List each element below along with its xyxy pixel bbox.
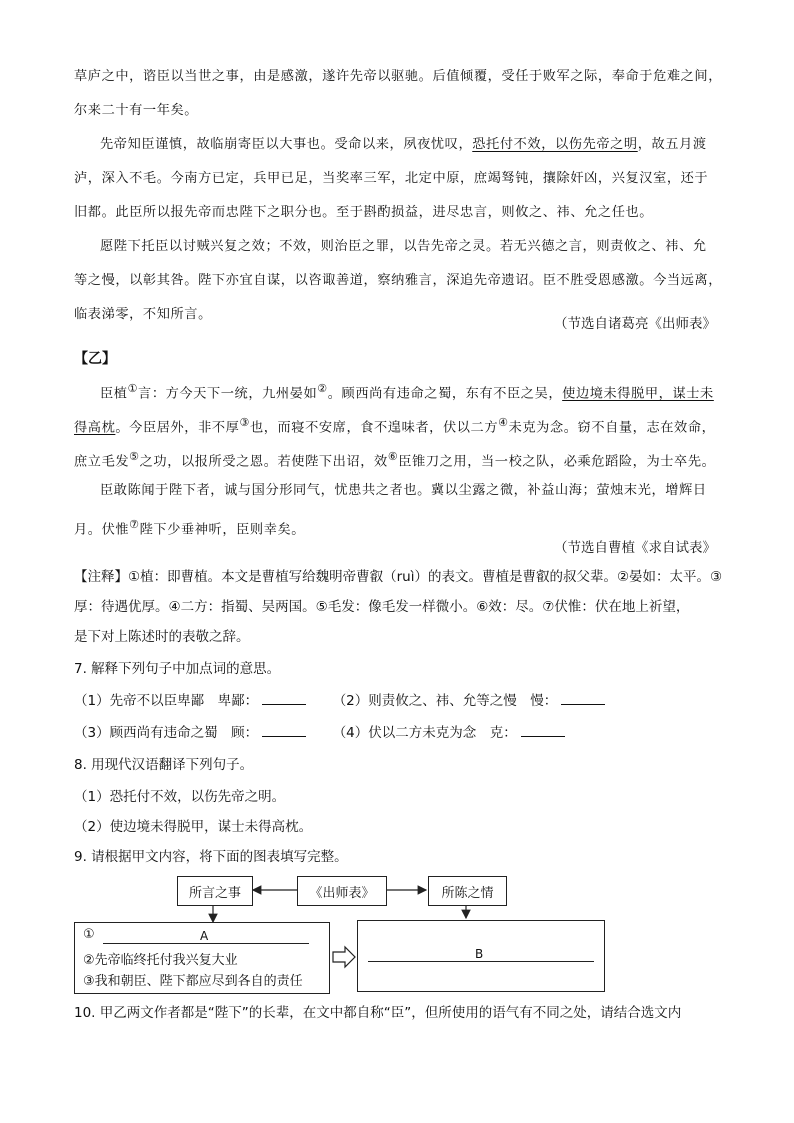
q7-item-2: （2）则责攸之、祎、允等之慢 慢： (332, 693, 558, 709)
note-marker: ⑦ (129, 518, 140, 531)
q8-item-1: （1）恐托付不效，以伤先帝之明。 (74, 789, 286, 805)
left-content-box (74, 922, 330, 994)
jia-line: 尔来二十有一年矣。 (74, 103, 199, 118)
jia-source: （节选自诸葛亮《出师表》 (554, 316, 716, 332)
jia-para3-line1: 愿陛下托臣以讨贼兴复之效；不效，则治臣之罪，以告先帝之灵。若无兴德之言，则责攸之、祎、允 (100, 239, 707, 254)
text: 庶立毛发 (74, 454, 130, 470)
text: 月。伏惟 (74, 522, 130, 538)
list-item-3: ③我和朝臣、陛下都应尽到各自的责任 (83, 974, 303, 989)
blank-line-a[interactable] (103, 943, 309, 944)
underlined-sentence: 使边境未得脱甲，谋士未 (562, 386, 714, 402)
jia-para2-line3: 旧都。此臣所以报先帝而忠陛下之职分也。至于斟酌损益，进尽忠言，则攸之、祎、允之任也。 (74, 205, 654, 220)
text: 臣锥刀之用，当一校之队，必乘危蹈险，为士卒先。 (398, 454, 716, 470)
underlined-sentence: 恐托付不效，以伤先帝之明 (472, 137, 638, 152)
hollow-arrow-icon (333, 947, 355, 967)
q7-item-1: （1）先帝不以臣卑鄙 卑鄙： (74, 693, 259, 709)
q8-item-2: （2）使边境未得脱甲，谋士未得高枕。 (74, 819, 313, 835)
label-b: B (475, 947, 484, 961)
text: 。顾西尚有违命之蜀，东有不臣之吴， (327, 386, 563, 402)
note-marker: ① (127, 382, 139, 395)
yi-heading: 【乙】 (74, 351, 116, 367)
note-marker: ④ (498, 416, 509, 429)
q10-text: 10. 甲乙两文作者都是“陛下”的长辈，在文中都自称“臣”，但所使用的语气有不同之处，请结合选文内 (74, 1005, 682, 1021)
text: 先帝知臣谨慎，故临崩寄臣以大事也。受命以来，夙夜忧叹， (100, 137, 473, 152)
jia-para3-line3: 临表涕零，不知所言。 (74, 307, 212, 322)
note-marker: ⑤ (129, 450, 140, 463)
text: 未克为念。窃不自量，志在效命， (508, 420, 716, 436)
list-item-1: ① (83, 927, 95, 942)
q7-item-3: （3）顾西尚有违命之蜀 顾： (74, 725, 259, 741)
notes-line1: 【注释】①植：即曹植。本文是曹植写给魏明帝曹叡（ruì）的表文。曹植是曹叡的叔父辈。②晏如：太平。③ (74, 569, 723, 585)
notes-line2: 厚：待遇优厚。④二方：指蜀、吴两国。⑤毛发：像毛发一样微小。⑥效：尽。⑦伏惟：伏在地上祈望， (74, 599, 690, 615)
right-content-box (357, 920, 605, 992)
blank-line-b[interactable] (368, 961, 594, 962)
notes-line3: 是下对上陈述时的表敬之辞。 (74, 629, 250, 645)
note-marker: ③ (239, 416, 250, 429)
label-a: A (200, 929, 209, 943)
yi-source: （节选自曹植《求自试表》 (554, 540, 716, 556)
jia-line: 草庐之中，谘臣以当世之事，由是感激，遂许先帝以驱驰。后值倾覆，受任于败军之际，奉命于危难之间， (74, 69, 723, 84)
q8-title: 8. 用现代汉语翻译下列句子。 (74, 757, 254, 773)
text: 之功，以报所受之恩。若使陛下出诏，效 (139, 454, 388, 470)
text: ，故五月渡 (637, 137, 707, 152)
yi-line4: 臣敢陈闻于陛下者，诚与国分形同气，忧患共之者也。冀以尘露之微，补益山海；萤烛末光，增辉日 (100, 483, 707, 498)
underlined-sentence: 得高枕 (74, 420, 116, 436)
q7-item-4: （4）伏以二方未克为念 克： (332, 725, 517, 741)
jia-para2-line2: 泸，深入不毛。今南方已定，兵甲已足，当奖率三军，北定中原，庶竭驽钝，攘除奸凶，兴复汉室，还于 (74, 171, 709, 186)
left-label: 所言之事 (188, 885, 241, 901)
text: 。今臣居外，非不厚 (115, 420, 240, 436)
center-label: 《出师表》 (309, 885, 375, 901)
right-label: 所陈之情 (441, 885, 494, 901)
q9-title: 9. 请根据甲文内容，将下面的图表填写完整。 (74, 849, 348, 865)
list-item-2: ②先帝临终托付我兴复大业 (83, 953, 238, 968)
text: 陛下少垂神听，臣则幸矣。 (139, 522, 306, 538)
text: 也，而寝不安席，食不遑味者，伏以二方 (249, 420, 499, 436)
text: 言：方今天下一统，九州晏如 (138, 386, 318, 402)
text: 臣植 (100, 386, 128, 402)
note-marker: ② (317, 382, 328, 395)
note-marker: ⑥ (387, 450, 399, 463)
q7-title: 7. 解释下列句子中加点词的意思。 (74, 661, 281, 677)
jia-para3-line2: 等之慢，以彰其咎。陛下亦宜自谋，以咨诹善道，察纳雅言，深追先帝遗诏。臣不胜受恩感激。今当远离， (74, 273, 723, 288)
